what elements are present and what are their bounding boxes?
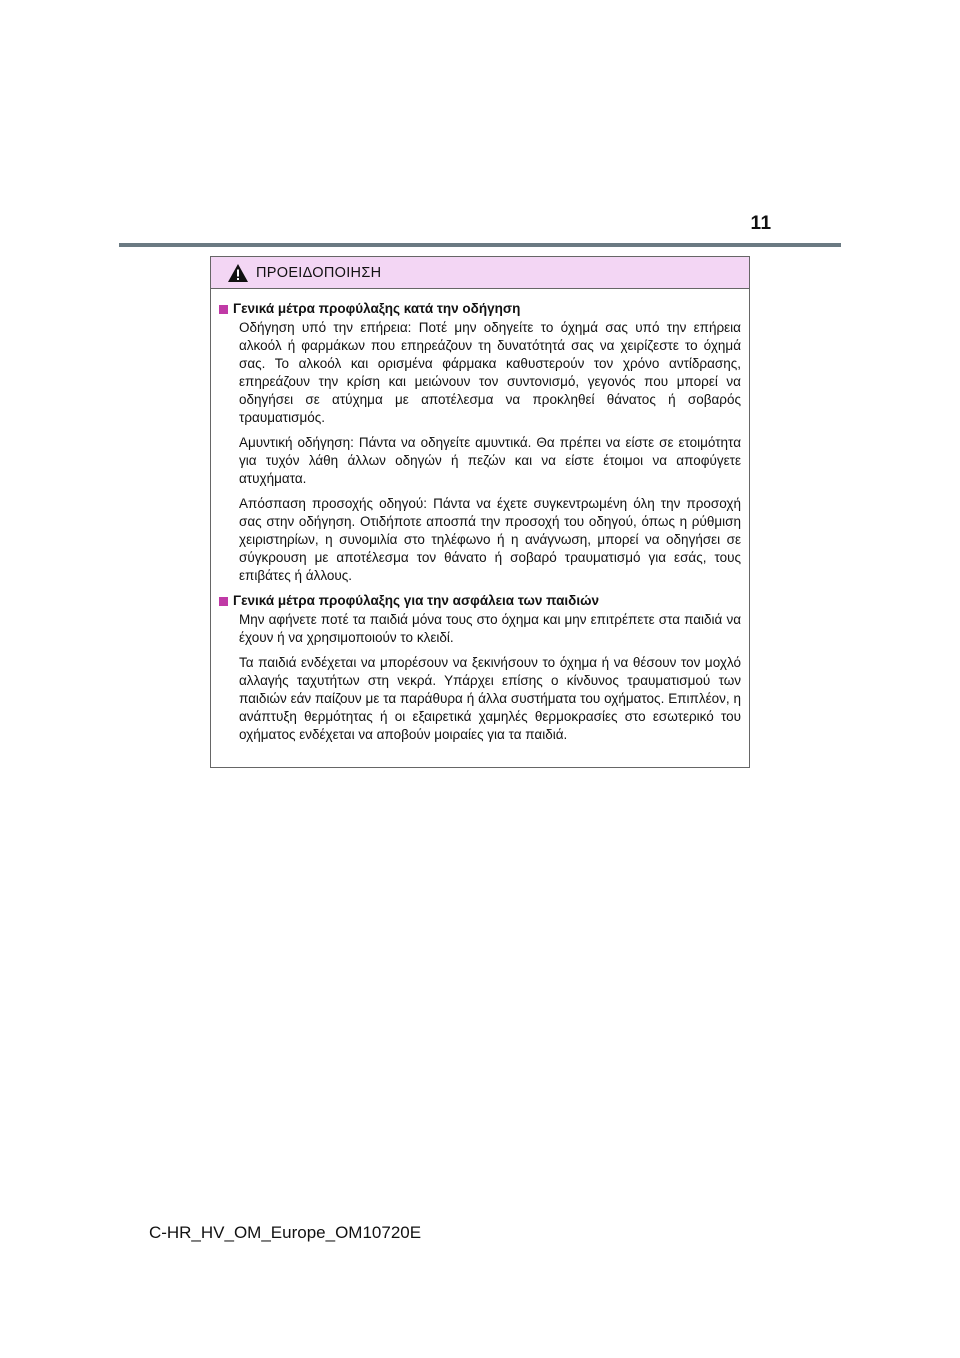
- section-heading-child-safety: [219, 592, 741, 610]
- paragraph-defensive-driving: Αμυντική οδήγηση: Πάντα να οδηγείτε αμυντικά. Θα πρέπει να είστε σε ετοιμότητα για τυχόν λάθη άλλων οδηγών ή πεζών και να είστε έτοιμοι να αποφύγετε ατυχήματα.: [239, 435, 741, 486]
- section-heading-driving: [219, 300, 741, 318]
- header-rule: [119, 243, 841, 247]
- paragraph-children-risks: Τα παιδιά ενδέχεται να μπορέσουν να ξεκινήσουν το όχημα ή να θέσουν τον μοχλό αλλαγής ταχυτήτων στη νεκρά. Υπάρχει επίσης ο κίνδυνος τραυματισμού των παιδιών εάν παίζουν με τα παράθυρα ή άλλα συστήματα του οχήματος. Επιπλέον, η ανάπτυξη θερμότητας ή οι εξαιρετικά χαμηλές θερμοκρασίες στο εσωτερικό του οχήματος ενδέχεται να αποβούν μοιραίες για τα παιδιά.: [239, 655, 741, 742]
- section-heading-text: Γενικά μέτρα προφύλαξης κατά την οδήγηση: [233, 301, 521, 316]
- paragraph-children-alone: Μην αφήνετε ποτέ τα παιδιά μόνα τους στο όχημα και μην επιτρέπετε στα παιδιά να έχουν ή να χρησιμοποιούν το κλειδί.: [239, 612, 741, 645]
- warning-header: [211, 257, 749, 289]
- section-heading-text: Γενικά μέτρα προφύλαξης για την ασφάλεια των παιδιών: [233, 593, 600, 608]
- square-bullet-icon: [219, 597, 228, 606]
- square-bullet-icon: [219, 305, 228, 314]
- paragraph-impaired-driving: Οδήγηση υπό την επήρεια: Ποτέ μην οδηγείτε το όχημά σας υπό την επήρεια αλκοόλ ή φαρμάκων που επηρεάζουν τη δυνατότητά σας να χειρίζεστε το όχημά σας. Το αλκοόλ και ορισμένα φάρμακα καθυστερούν τον χρόνο αντίδρασης, επηρεάζουν την κρίση και μειώνουν τον συντονισμό, γεγονός που μπορεί να οδηγήσει σε ατύχημα με αποτέλεσμα να προκληθεί θάνατος ή σοβαρός τραυματισμός.: [239, 320, 741, 425]
- page-number: 11: [750, 213, 772, 234]
- footer-document-code: C-HR_HV_OM_Europe_OM10720E: [148, 1223, 422, 1242]
- warning-title: ΠΡΟΕΙΔΟΠΟΙΗΣΗ: [256, 264, 382, 281]
- warning-body: [211, 289, 749, 744]
- warning-triangle-icon: [227, 263, 249, 283]
- warning-box: [210, 256, 750, 768]
- paragraph-driver-distraction: Απόσπαση προσοχής οδηγού: Πάντα να έχετε συγκεντρωμένη όλη την προσοχή σας στην οδήγηση. Οτιδήποτε αποσπά την προσοχή του οδηγού, όπως η ρύθμιση χειριστηρίων, η συνομιλία στο τηλέφωνο ή η ανάγνωση, μπορεί να οδηγήσει σε σύγκρουση με αποτέλεσμα τον θάνατο ή σοβαρό τραυματισμό για εσάς, τους επιβάτες ή άλλους.: [239, 496, 741, 583]
